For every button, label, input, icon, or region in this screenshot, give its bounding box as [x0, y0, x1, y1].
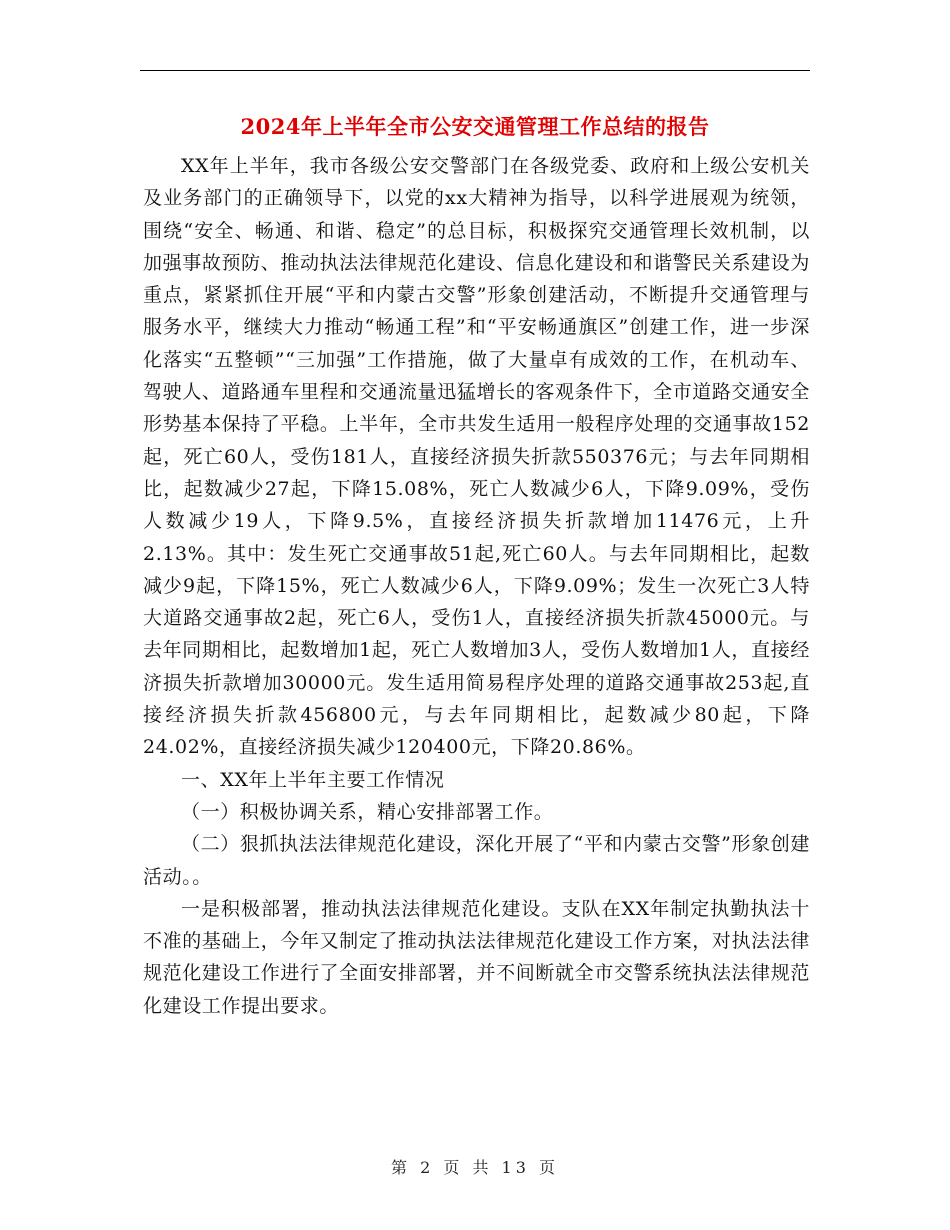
paragraph-detail: 一是积极部署，推动执法法律规范化建设。支队在XX年制定执勤执法十不准的基础上，今年又制定了推动执法法律规范化建设工作方案，对执法法律规范化建设工作进行了全面安排部署，并不间断就全市交警系统执法法律规范化建设工作提出要求。 — [143, 897, 810, 1017]
paragraph-summary: XX年上半年，我市各级公安交警部门在各级党委、政府和上级公安机关及业务部门的正确领导下，以党的xx大精神为指导，以科学进展观为统领，围绕“安全、畅通、和谐、稳定”的总目标，积极探究交通管理长效机制，以加强事故预防、推动执法法律规范化建设、信息化建设和和谐警民关系建设为重点，紧紧抓住开展“平和内蒙古交警”形象创建活动，不断提升交通管理与服务水平，继续大力推动“畅通工程”和“平安畅通旗区”创建工作，进一步深化落实“五整顿”“三加强”工作措施，做了大量卓有成效的工作，在机动车、驾驶人、道路通车里程和交通流量迅猛增长的客观条件下，全市道路交通安全形势基本保持了平稳。上半年，全市共发生适用一般程序处理的交通事故152起，死亡60人，受伤181人，直接经济损失折款550376元；与去年同期相比，起数减少27起，下降15.08%，死亡人数减少6人，下降9.09%，受伤人数减少19人，下降9.5%，直接经济损失折款增加11476元，上升2.13%。其中：发生死亡交通事故51起,死亡60人。与去年同期相比，起数减少9起，下降15%，死亡人数减少6人，下降9.09%；发生一次死亡3人特大道路交通事故2起，死亡6人，受伤1人，直接经济损失折款45000元。与去年同期相比，起数增加1起，死亡人数增加3人，受伤人数增加1人，直接经济损失折款增加30000元。发生适用简易程序处理的道路交通事故253起,直接经济损失折款456800元，与去年同期相比，起数减少80起，下降24.02%，直接经济损失减少120400元，下降20.86%。 — [143, 155, 810, 759]
document-body — [143, 150, 810, 1022]
subsection-heading-1: （一）积极协调关系，精心安排部署工作。 — [181, 800, 554, 823]
document-title: 2024年上半年全市公安交通管理工作总结的报告 — [240, 114, 710, 139]
subsection-heading-2: （二）狠抓执法法律规范化建设，深化开展了“平和内蒙古交警”形象创建活动。。 — [143, 833, 810, 888]
header-rule — [140, 70, 810, 71]
page-number: 第 2 页 共 13 页 — [391, 1158, 559, 1177]
section-heading-1: 一、XX年上半年主要工作情况 — [181, 768, 445, 791]
